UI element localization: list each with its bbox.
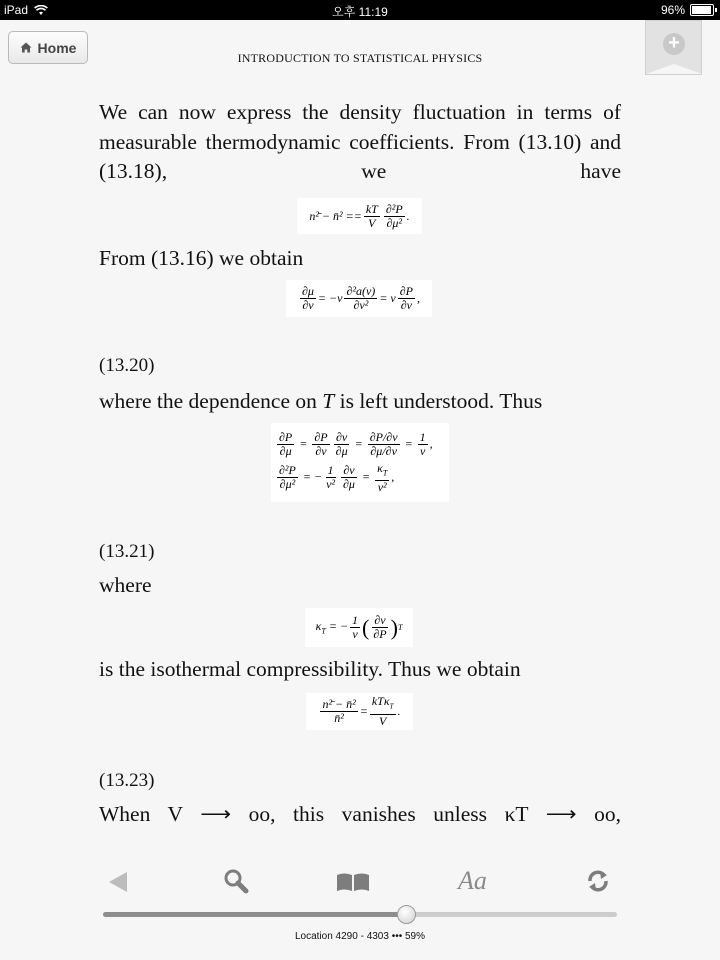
- equation-image: $\frac{\partial\mu}{\partial v}$ = −v $\frac{\text{∂²a(v)}}{\text{∂v²}}$ = v $\frac{\partial P}{\partial v}$ ,: [286, 280, 432, 317]
- paragraph-where: where: [99, 573, 152, 597]
- plus-icon: +: [663, 33, 685, 55]
- equation-image: $\frac{\text{n²̄ − n̄²}}{\text{n̄²}}$ = $\frac{kT\kappa_T}{V}$ .: [306, 693, 413, 730]
- paragraph-obtain: From (13.16) we obtain: [99, 246, 304, 270]
- battery-icon: [690, 4, 714, 16]
- paragraph-compressibility: is the isothermal compressibility. Thus we obtain: [99, 657, 521, 681]
- equation-image: n²̄ − n̄² == $\frac{kT}{V}$ $\frac{\text{∂²P}}{\text{∂μ²}}$ .: [297, 198, 422, 234]
- equation-image: $\frac{\partial P}{\partial\mu}$ = $\frac{\partial P}{\partial v}$ $\frac{\partial v}{\partial\mu}$ = $\frac{\partial P/\partial v}{\partial\mu/\partial v}$ = $\frac{1}{v}$ , $\frac{\text{∂²P}}{\text{∂μ²}}$ = − $\frac{1}{\text{v²}}$ $\frac{\partial v}{\partial\mu}$ = $\frac{\kappa_T}{\text{v²}}$ ,: [271, 423, 449, 502]
- rotation-lock-icon[interactable]: [586, 869, 610, 893]
- equation-label: (13.23): [99, 770, 155, 791]
- battery-percent: 96%: [660, 3, 685, 17]
- variable-t: T: [322, 389, 335, 413]
- book-title: INTRODUCTION TO STATISTICAL PHYSICS: [237, 51, 483, 65]
- progress-slider-track[interactable]: [103, 912, 617, 917]
- text-segment: where the dependence on: [99, 389, 323, 413]
- back-arrow-icon[interactable]: [108, 871, 128, 893]
- text-segment: is left understood. Thus: [334, 389, 543, 413]
- font-size-icon[interactable]: Aa: [458, 866, 487, 895]
- library-icon[interactable]: [336, 872, 370, 892]
- search-icon[interactable]: [223, 868, 249, 894]
- status-bar: [0, 0, 720, 20]
- location-indicator: Location 4290 - 4303 ••• 59%: [294, 931, 426, 942]
- home-label: Home: [37, 39, 77, 56]
- device-name: iPad: [4, 3, 29, 17]
- equation-image: $\kappa_T$ = − $\frac{1}{v}$ ( $\frac{\partial v}{\partial P}$ ) T: [305, 608, 413, 647]
- equation-label: (13.21): [99, 541, 155, 562]
- progress-slider-knob[interactable]: [397, 905, 416, 924]
- progress-slider-fill: [103, 912, 406, 917]
- equation-label: (13.20): [99, 355, 155, 376]
- paragraph-limit: When V ⟶ oo, this vanishes unless κT ⟶ oo,: [99, 802, 621, 826]
- bookmark-button[interactable]: [645, 20, 702, 75]
- paragraph-dependence: [99, 387, 621, 417]
- paragraph-intro: We can now express the density fluctuation in terms of measurable thermodynamic coefficients. From (13.10) and (13.18), we have: [99, 100, 621, 183]
- clock: 오후 11:19: [332, 5, 388, 19]
